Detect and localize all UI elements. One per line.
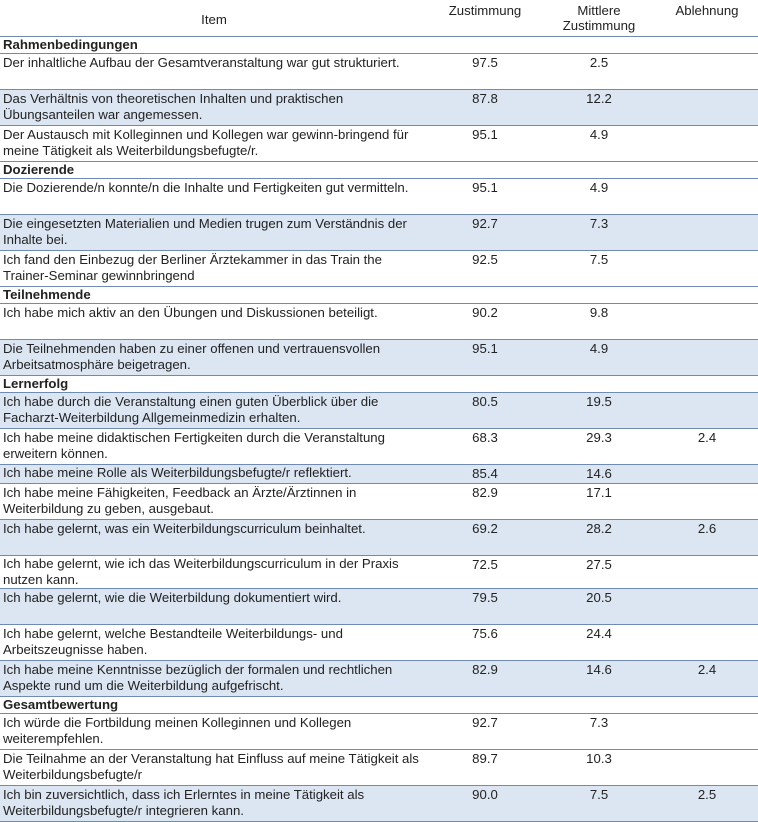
- zustimmung-value: 85.4: [428, 465, 542, 484]
- ablehnung-value: [656, 215, 758, 251]
- table-row: [0, 750, 758, 786]
- item-text: Ich habe meine didaktischen Fertigkeiten durch die Veranstaltung erweitern können.: [0, 429, 428, 465]
- table-row: [0, 429, 758, 465]
- table-row: [0, 251, 758, 287]
- section-title: Rahmenbedingungen: [0, 37, 758, 54]
- ablehnung-value: [656, 179, 758, 215]
- item-text: Der inhaltliche Aufbau der Gesamtveranstaltung war gut strukturiert.: [0, 54, 428, 90]
- mittlere-zustimmung-value: 14.6: [542, 465, 656, 484]
- mittlere-zustimmung-value: 7.3: [542, 714, 656, 750]
- section-row: [0, 162, 758, 179]
- item-text: Ich habe gelernt, wie ich das Weiterbildungscurriculum in der Praxis nutzen kann.: [0, 556, 428, 589]
- header-item: Item: [0, 0, 428, 37]
- item-text: Ich habe meine Rolle als Weiterbildungsbefugte/r reflektiert.: [0, 465, 428, 484]
- ablehnung-value: [656, 714, 758, 750]
- mittlere-zustimmung-value: 9.8: [542, 304, 656, 340]
- ablehnung-value: [656, 589, 758, 625]
- zustimmung-value: 68.3: [428, 429, 542, 465]
- section-title: Dozierende: [0, 162, 758, 179]
- zustimmung-value: 95.1: [428, 179, 542, 215]
- table-row: [0, 714, 758, 750]
- section-row: [0, 37, 758, 54]
- mittlere-zustimmung-value: 28.2: [542, 520, 656, 556]
- zustimmung-value: 80.5: [428, 393, 542, 429]
- header-row: [0, 0, 758, 37]
- mittlere-zustimmung-value: 7.5: [542, 786, 656, 822]
- ablehnung-value: [656, 126, 758, 162]
- zustimmung-value: 92.5: [428, 251, 542, 287]
- mittlere-zustimmung-value: 7.5: [542, 251, 656, 287]
- mittlere-zustimmung-value: 27.5: [542, 556, 656, 589]
- zustimmung-value: 92.7: [428, 714, 542, 750]
- ablehnung-value: [656, 54, 758, 90]
- table-row: [0, 661, 758, 697]
- section-title: Gesamtbewertung: [0, 697, 758, 714]
- section-row: [0, 287, 758, 304]
- table-row: [0, 126, 758, 162]
- zustimmung-value: 75.6: [428, 625, 542, 661]
- header-ablehnung: Ablehnung: [656, 0, 758, 37]
- zustimmung-value: 95.1: [428, 340, 542, 376]
- mittlere-zustimmung-value: 20.5: [542, 589, 656, 625]
- table-row: [0, 589, 758, 625]
- mittlere-zustimmung-value: 17.1: [542, 484, 656, 520]
- section-row: [0, 376, 758, 393]
- item-text: Ich habe gelernt, welche Bestandteile Weiterbildungs- und Arbeitszeugnisse haben.: [0, 625, 428, 661]
- table-row: [0, 179, 758, 215]
- ablehnung-value: [656, 251, 758, 287]
- ablehnung-value: [656, 304, 758, 340]
- item-text: Die Dozierende/n konnte/n die Inhalte und Fertigkeiten gut vermitteln.: [0, 179, 428, 215]
- zustimmung-value: 72.5: [428, 556, 542, 589]
- zustimmung-value: 87.8: [428, 90, 542, 126]
- mittlere-zustimmung-value: 12.2: [542, 90, 656, 126]
- table-row: [0, 215, 758, 251]
- zustimmung-value: 79.5: [428, 589, 542, 625]
- item-text: Ich bin zuversichtlich, dass ich Erlerntes in meine Tätigkeit als Weiterbildungsbefugte/r integrieren kann.: [0, 786, 428, 822]
- item-text: Das Verhältnis von theoretischen Inhalten und praktischen Übungsanteilen war angemessen.: [0, 90, 428, 126]
- table-row: [0, 484, 758, 520]
- ablehnung-value: [656, 393, 758, 429]
- table-row: [0, 304, 758, 340]
- ablehnung-value: 2.4: [656, 429, 758, 465]
- zustimmung-value: 92.7: [428, 215, 542, 251]
- item-text: Ich habe meine Kenntnisse bezüglich der formalen und rechtlichen Aspekte rund um die Weiterbildung aufgefrischt.: [0, 661, 428, 697]
- mittlere-zustimmung-value: 4.9: [542, 340, 656, 376]
- item-text: Ich fand den Einbezug der Berliner Ärztekammer in das Train the Trainer-Seminar gewinnbringend: [0, 251, 428, 287]
- table-row: [0, 393, 758, 429]
- item-text: Ich habe gelernt, wie die Weiterbildung dokumentiert wird.: [0, 589, 428, 625]
- section-title: Lernerfolg: [0, 376, 758, 393]
- item-text: Die Teilnehmenden haben zu einer offenen und vertrauensvollen Arbeitsatmosphäre beigetragen.: [0, 340, 428, 376]
- ablehnung-value: [656, 340, 758, 376]
- table-row: [0, 786, 758, 822]
- mittlere-zustimmung-value: 7.3: [542, 215, 656, 251]
- zustimmung-value: 90.2: [428, 304, 542, 340]
- table-row: [0, 520, 758, 556]
- header-mittlere-zustimmung: Mittlere Zustimmung: [542, 0, 656, 37]
- ablehnung-value: [656, 484, 758, 520]
- zustimmung-value: 82.9: [428, 484, 542, 520]
- mittlere-zustimmung-value: 29.3: [542, 429, 656, 465]
- header-zustimmung: Zustimmung: [428, 0, 542, 37]
- table-row: [0, 340, 758, 376]
- item-text: Ich habe meine Fähigkeiten, Feedback an Ärzte/Ärztinnen in Weiterbildung zu geben, ausgebaut.: [0, 484, 428, 520]
- item-text: Ich habe mich aktiv an den Übungen und Diskussionen beteiligt.: [0, 304, 428, 340]
- ablehnung-value: [656, 750, 758, 786]
- ablehnung-value: 2.6: [656, 520, 758, 556]
- zustimmung-value: 82.9: [428, 661, 542, 697]
- zustimmung-value: 69.2: [428, 520, 542, 556]
- item-text: Die eingesetzten Materialien und Medien trugen zum Verständnis der Inhalte bei.: [0, 215, 428, 251]
- table-row: [0, 556, 758, 589]
- mittlere-zustimmung-value: 4.9: [542, 126, 656, 162]
- zustimmung-value: 95.1: [428, 126, 542, 162]
- section-row: [0, 697, 758, 714]
- mittlere-zustimmung-value: 4.9: [542, 179, 656, 215]
- zustimmung-value: 89.7: [428, 750, 542, 786]
- table-row: [0, 465, 758, 484]
- mittlere-zustimmung-value: 10.3: [542, 750, 656, 786]
- item-text: Ich habe durch die Veranstaltung einen guten Überblick über die Facharzt-Weiterbildung Allgemeinmedizin erhalten.: [0, 393, 428, 429]
- mittlere-zustimmung-value: 14.6: [542, 661, 656, 697]
- ablehnung-value: [656, 625, 758, 661]
- ablehnung-value: 2.4: [656, 661, 758, 697]
- mittlere-zustimmung-value: 19.5: [542, 393, 656, 429]
- ablehnung-value: [656, 465, 758, 484]
- item-text: Ich würde die Fortbildung meinen Kolleginnen und Kollegen weiterempfehlen.: [0, 714, 428, 750]
- table-row: [0, 90, 758, 126]
- ablehnung-value: [656, 90, 758, 126]
- mittlere-zustimmung-value: 2.5: [542, 54, 656, 90]
- table-row: [0, 54, 758, 90]
- table-row: [0, 625, 758, 661]
- item-text: Ich habe gelernt, was ein Weiterbildungscurriculum beinhaltet.: [0, 520, 428, 556]
- zustimmung-value: 90.0: [428, 786, 542, 822]
- mittlere-zustimmung-value: 24.4: [542, 625, 656, 661]
- ablehnung-value: 2.5: [656, 786, 758, 822]
- ablehnung-value: [656, 556, 758, 589]
- item-text: Die Teilnahme an der Veranstaltung hat Einfluss auf meine Tätigkeit als Weiterbildungsbefugte/r: [0, 750, 428, 786]
- section-title: Teilnehmende: [0, 287, 758, 304]
- item-text: Der Austausch mit Kolleginnen und Kollegen war gewinn-bringend für meine Tätigkeit als Weiterbildungsbefugte/r.: [0, 126, 428, 162]
- zustimmung-value: 97.5: [428, 54, 542, 90]
